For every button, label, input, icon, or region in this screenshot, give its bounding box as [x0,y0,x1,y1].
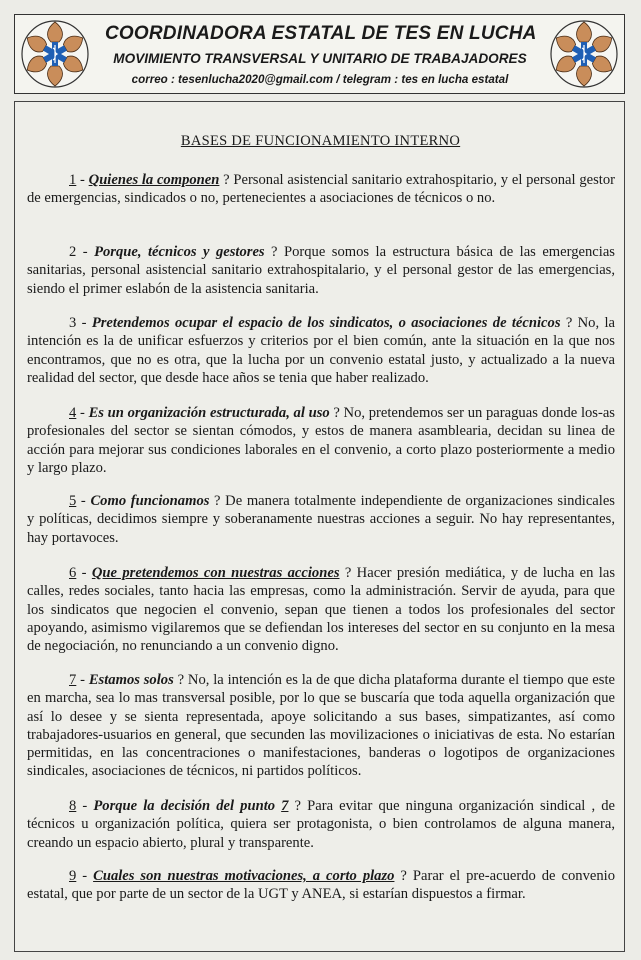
item-heading: Como funcionamos [90,493,210,509]
item-2 [27,243,615,298]
item-body: ? Hacer presión mediática, y de lucha en las calles, redes sociales, tanto hacia las empresas, como la administración. Servir de ayuda, para que los sindicatos que negocien el convenio, sepan que tienen a todos los profesionales del sector apoyando, asimismo vigilaremos que se defiendan los intereses del sector en su conjunto en la mesa de negociación, no renunciando a un convenio digno. [27,565,615,655]
letterhead [14,14,625,94]
hands-star-of-life-logo-left [19,18,91,90]
item-heading-reference: 7 [281,798,289,814]
item-body: ? No, la intención es la de unificar esfuerzos y criterios por el bien común, ante la situación en la que nos encontramos, que no es otra, que la lucha por un convenio estatal justo, y actualizado a la nueva realidad del sector, que desde hace años se tenia que haber realizado. [27,315,615,386]
item-body: ? Porque somos la estructura básica de las emergencias sanitarias, personal asistencial sanitario extrahospitalario, y el personal gestor de las emergencias, siendo el primer eslabón de la asistencia sanitaria. [27,244,615,297]
item-number: 9 [69,868,77,884]
item-separator: - [76,493,91,509]
item-body: ? No, pretendemos ser un paraguas donde los-as profesionales del sector se sientan cómodos, y estos de manera asamblearia, decidan su linea de acción para mejorar sus condiciones laborales en el convenio, a corto plazo posteriormente a medio y largo plazo. [27,405,615,476]
item-heading: Pretendemos ocupar el espacio de los sindicatos, o asociaciones de técnicos [91,315,561,331]
item-heading: Estamos solos [88,672,174,688]
item-number: 1 [69,172,77,188]
item-8 [27,797,615,852]
item-body: ? Parar el pre-acuerdo de convenio estatal, que por parte de un sector de la UGT y ANEA, si estarían dispuestos a firmar. [27,868,615,903]
item-3 [27,314,615,387]
item-separator: - [76,565,92,581]
item-number: 7 [69,672,77,688]
item-heading: Que pretendemos con nuestras acciones [91,565,340,581]
item-1 [27,171,615,208]
item-body: ? No, la intención es la de que dicha plataforma durante el tiempo que este en marcha, sea lo mas transversal posible, por lo que se buscaría que toda aquella organización que así lo desee y se sienta representada, apoye solicitando a sus bases, simpatizantes, así como trabajadores-usuarios en general, que secunden las movilizaciones o iniciativas de esta. No estarían permitidas, en las concentraciones o manifestaciones, banderas o logotipos de organizaciones sindicales, asociaciones de técnicos, ni partidos políticos. [27,672,615,780]
organization-title: COORDINADORA ESTATAL DE TES EN LUCHA [105,23,537,44]
item-body: ? De manera totalmente independiente de organizaciones sindicales y políticas, decidimos siempre y soberanamente nuestras acciones a seguir. No hay representantes, hay portavoces. [27,493,615,546]
organization-subtitle: MOVIMIENTO TRANSVERSAL Y UNITARIO DE TRABAJADORES [113,51,527,66]
item-number: 3 [69,315,77,331]
item-number: 4 [69,405,77,421]
item-9 [27,867,615,904]
contact-line: correo : tesenlucha2020@gmail.com / telegram : tes en lucha estatal [131,73,509,86]
item-heading: Cuales son nuestras motivaciones, a corto plazo [93,868,395,884]
hands-star-of-life-logo-right [548,18,620,90]
item-separator: - [76,405,89,421]
document-title: BASES DE FUNCIONAMIENTO INTERNO [180,133,461,149]
item-number: 6 [69,565,77,581]
item-heading: Quienes la componen [88,172,220,188]
item-heading: Porque la decisión del punto [93,798,282,814]
item-separator: - [76,672,89,688]
item-separator: - [76,172,89,188]
item-number: 8 [69,798,77,814]
item-body: ? Para evitar que ninguna organización sindical , de técnicos u organización política, quiera ser protagonista, o bien controlamos de alguna manera, creando un espacio abierto, plural y transparente. [27,798,615,851]
item-5 [27,492,615,547]
item-body: ? Personal asistencial sanitario extrahospitario, y el personal gestor de emergencias, sindicados o no, pertenecientes a asociaciones de técnicos o no. [27,172,615,207]
item-separator: - [76,868,94,884]
item-separator: - [76,315,92,331]
item-heading: Porque, técnicos y gestores [94,244,265,260]
item-number: 2 [69,244,77,260]
item-6 [27,564,615,655]
item-number: 5 [69,493,77,509]
item-7 [27,671,615,781]
item-separator: - [76,798,94,814]
item-separator: - [76,244,95,260]
item-heading: Es un organización estructurada, al uso [88,405,330,421]
item-4 [27,404,615,477]
